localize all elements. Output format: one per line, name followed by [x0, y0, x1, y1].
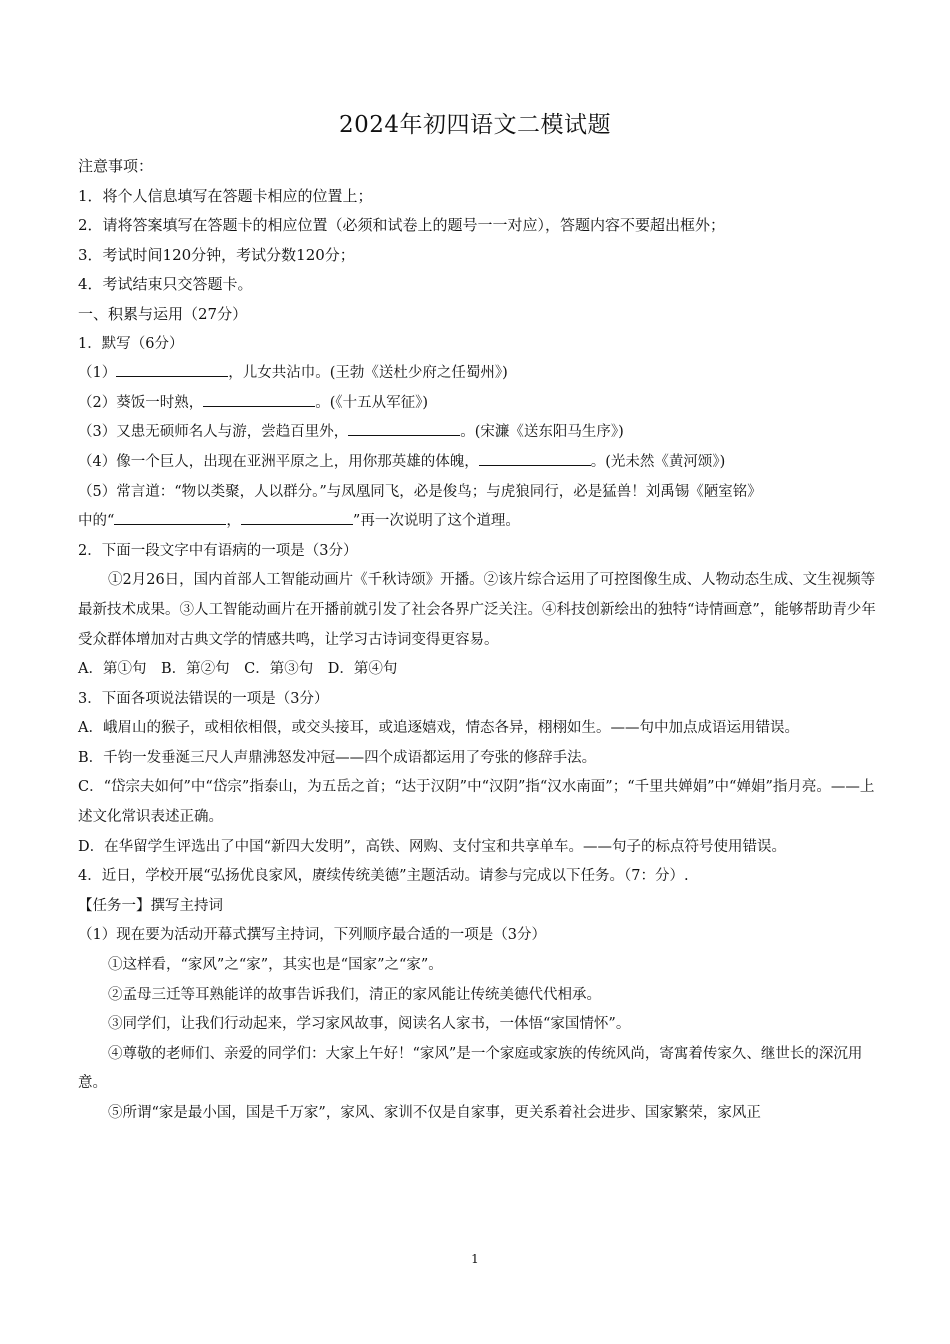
sub-question: （1）现在要为活动开幕式撰写主持词，下列顺序最合适的一项是（3分）: [78, 927, 546, 944]
notice-item: 4．考试结束只交答题卡。: [78, 275, 253, 294]
fill-blank-item: 中的“ ， ”再一次说明了这个道理。: [78, 507, 878, 537]
question-stem: 4．近日，学校开展“弘扬优良家风，赓续传统美德”主题活动。请参与完成以下任务。（7：分）.: [78, 868, 689, 885]
question-stem: 1．默写（6分）: [78, 335, 184, 352]
question-stem: 2．下面一段文字中有语病的一项是（3分）: [78, 542, 358, 559]
task-heading: 【任务一】撰写主持词: [78, 897, 223, 914]
answer-blank[interactable]: [203, 391, 315, 407]
answer-blank[interactable]: [348, 420, 460, 436]
fill-blank-item: （4）像一个巨人，出现在亚洲平原之上，用你那英雄的体魄， 。(光未然《黄河颂》): [78, 448, 878, 478]
fill-blank-item: （5）常言道：“物以类聚，人以群分。”与凤凰同飞，必是俊鸟；与虎狼同行，必是猛兽！刘禹锡《陋室铭》: [78, 483, 762, 500]
option-a: A．峨眉山的猴子，或相依相偎，或交头接耳，或追逐嬉戏，情态各异，栩栩如生。——句中加点成语运用错误。: [78, 720, 799, 737]
page-title: 2024年初四语文二模试题: [338, 112, 612, 138]
sentence-item: ①这样看，“家风”之“家”，其实也是“国家”之“家”。: [108, 957, 443, 974]
option-d: D．在华留学生评选出了中国“新四大发明”，高铁、网购、支付宝和共享单车。——句子的标点符号使用错误。: [78, 838, 786, 855]
section-heading: 一、积累与运用（27分）: [78, 304, 248, 323]
fill-blank-item: （1） ，儿女共沾巾。(王勃《送杜少府之任蜀州》): [78, 359, 878, 389]
answer-blank[interactable]: [241, 509, 353, 525]
sentence-item: ④尊敬的老师们、亲爱的同学们：大家上午好！“家风”是一个家庭或家族的传统风尚，寄寓着传家久、继世长的深沉用意。: [78, 1045, 863, 1092]
notice-item: 3．考试时间120分钟，考试分数120分；: [78, 245, 355, 264]
notice-item: 1．将个人信息填写在答题卡相应的位置上；: [78, 186, 373, 205]
notice-item: 2．请将答案填写在答题卡的相应位置（必须和试卷上的题号一一对应），答题内容不要超出框外；: [78, 216, 726, 235]
option-c: C．“岱宗夫如何”中“岱宗”指泰山，为五岳之首；“达于汉阴”中“汉阴”指“汉水南面”；“千里共婵娟”中“婵娟”指月亮。——上述文化常识表述正确。: [78, 779, 875, 826]
notice-heading: 注意事项：: [78, 157, 154, 175]
page-number: 1: [471, 1252, 479, 1266]
sentence-item: ⑤所谓“家是最小国，国是千万家”，家风、家训不仅是自家事，更关系着社会进步、国家繁荣，家风正: [108, 1105, 761, 1121]
option-b: B．千钧一发垂涎三尺人声鼎沸怒发冲冠——四个成语都运用了夸张的修辞手法。: [78, 749, 597, 766]
answer-blank[interactable]: [479, 450, 591, 466]
answer-options: A．第①句 B．第②句 C．第③句 D．第④句: [78, 661, 398, 678]
sentence-item: ②孟母三迁等耳熟能详的故事告诉我们，清正的家风能让传统美德代代相承。: [108, 986, 601, 1003]
fill-blank-item: （3）又患无硕师名人与游，尝趋百里外， 。(宋濂《送东阳马生序》): [78, 418, 878, 448]
answer-blank[interactable]: [114, 509, 226, 525]
fill-blank-item: （2）葵饭一时熟， 。(《十五从军征》): [78, 389, 878, 419]
sentence-item: ③同学们，让我们行动起来，学习家风故事，阅读名人家书，一体悟“家国情怀”。: [108, 1016, 631, 1033]
answer-blank[interactable]: [116, 361, 228, 377]
exam-content: [78, 152, 878, 1129]
question-stem: 3．下面各项说法错误的一项是（3分）: [78, 690, 329, 707]
question-passage: ①2月26日，国内首部人工智能动画片《千秋诗颂》开播。②该片综合运用了可控图像生成、人物动态生成、文生视频等最新技术成果。③人工智能动画片在开播前就引发了社会各界广泛关注。④科技创新绘出的独特“诗情画意”，能够帮助青少年受众群体增加对古典文学的情感共鸣，让学习古诗词变得更容易。: [78, 572, 876, 648]
